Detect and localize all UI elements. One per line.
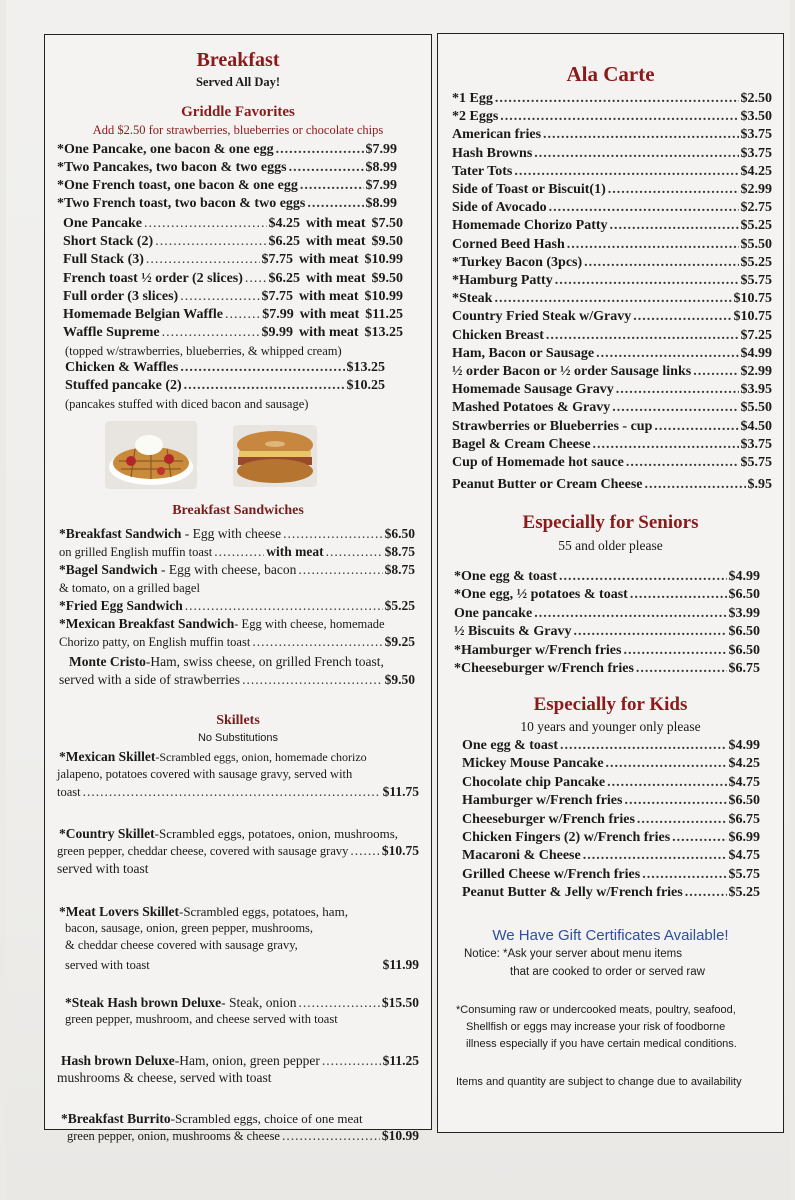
ala-carte-item-8 bbox=[452, 236, 772, 254]
item-name: Mashed Potatoes & Gravy bbox=[452, 400, 611, 416]
item-name: *Two French toast, two bacon & two eggs bbox=[57, 196, 306, 211]
item-price: $8.99 bbox=[365, 196, 397, 211]
kids-item-4 bbox=[462, 811, 760, 829]
item-price: $7.99 bbox=[365, 142, 397, 157]
item-price: $9.99 bbox=[261, 325, 293, 341]
item-name: Side of Toast or Biscuit(1) bbox=[452, 182, 606, 198]
item-price: $7.75 bbox=[261, 288, 293, 304]
item-name: One pancake bbox=[454, 605, 533, 621]
item-name: Cup of Homemade hot sauce bbox=[452, 455, 624, 471]
item-name: Peanut Butter & Jelly w/French fries bbox=[462, 885, 683, 901]
kids-item-8 bbox=[462, 884, 760, 902]
kids-item-0 bbox=[462, 737, 760, 755]
sandwiches-title: Breakfast Sandwiches bbox=[172, 503, 304, 518]
item-name: French toast ½ order (2 slices) bbox=[63, 270, 243, 286]
menu-item-hash-deluxe: Hash brown Deluxe-Ham, onion, green pepper ..... $11.25 bbox=[57, 1052, 419, 1069]
senior-item-4 bbox=[454, 642, 760, 660]
item-price: $3.50 bbox=[740, 109, 772, 125]
item-name: *Cheeseburger w/French fries bbox=[454, 661, 634, 677]
breakfast-title: Breakfast bbox=[196, 49, 280, 71]
with-meat-label: with meat bbox=[299, 307, 360, 323]
item-name: Tater Tots bbox=[452, 163, 513, 179]
leader-dots bbox=[637, 811, 727, 829]
waffle-image bbox=[105, 421, 197, 489]
leader-dots bbox=[543, 126, 738, 144]
griddle-meat-item-5 bbox=[63, 306, 403, 324]
skillets-subtitle: No Substitutions bbox=[197, 732, 279, 744]
item-name: Hash Browns bbox=[452, 145, 533, 161]
kids-item-7 bbox=[462, 866, 760, 884]
item-price: $6.75 bbox=[728, 811, 760, 827]
senior-item-3 bbox=[454, 623, 760, 641]
menu-item-mexican-skillet: *Mexican Skillet-Scrambled eggs, onion, homemade chorizo bbox=[59, 749, 367, 764]
item-name: Homemade Belgian Waffle bbox=[63, 307, 223, 323]
item-name: Macaroni & Cheese bbox=[462, 848, 581, 864]
menu-item-breakfast-sandwich-meat: on grilled English muffin toast ..... with meat ..... $8.75 bbox=[59, 543, 415, 561]
bagel-desc: & tomato, on a grilled bagel bbox=[59, 581, 200, 595]
kids-list bbox=[462, 737, 760, 903]
ala-carte-item-14 bbox=[452, 345, 772, 363]
meat-lovers-line3: & cheddar cheese covered with sausage gravy, bbox=[65, 938, 298, 952]
leader-dots bbox=[610, 217, 739, 235]
meat-price: $7.50 bbox=[371, 216, 403, 231]
leader-dots bbox=[642, 866, 726, 884]
gift-certificates: We Have Gift Certificates Available! bbox=[492, 927, 729, 944]
item-price: $10.75 bbox=[733, 291, 772, 307]
item-price: $5.25 bbox=[728, 885, 760, 901]
griddle-note: Add $2.50 for strawberries, blueberries or chocolate chips bbox=[92, 123, 384, 137]
menu-item-meat-lovers: *Meat Lovers Skillet-Scrambled eggs, potatoes, ham, bbox=[59, 904, 348, 919]
with-meat-label: with meat bbox=[299, 325, 359, 341]
leader-dots bbox=[514, 163, 738, 181]
sandwiches-list bbox=[59, 525, 415, 689]
ala-carte-item-5 bbox=[452, 181, 772, 199]
leader-dots bbox=[633, 308, 731, 326]
stuffed-desc: (pancakes stuffed with diced bacon and sausage) bbox=[65, 397, 309, 411]
leader-dots bbox=[146, 251, 260, 269]
leader-dots bbox=[636, 660, 727, 678]
griddle-meat-list bbox=[63, 215, 403, 342]
griddle-item-3 bbox=[57, 195, 397, 213]
item-name: Short Stack (2) bbox=[63, 234, 154, 250]
skillets-list bbox=[57, 748, 419, 1145]
leader-dots bbox=[645, 476, 746, 494]
item-name: *Hamburg Patty bbox=[452, 273, 553, 289]
with-meat-label: with meat bbox=[306, 216, 366, 231]
item-price: $7.75 bbox=[261, 252, 293, 268]
leader-dots bbox=[559, 568, 726, 586]
menu-item-country-skillet: *Country Skillet-Scrambled eggs, potatoes, onion, mushrooms, bbox=[59, 826, 398, 841]
item-name: Side of Avocado bbox=[452, 200, 547, 216]
hash-deluxe-line2: mushrooms & cheese, served with toast bbox=[57, 1070, 272, 1085]
leader-dots bbox=[567, 236, 739, 254]
with-meat-label: with meat bbox=[306, 234, 366, 250]
leader-dots bbox=[560, 737, 726, 755]
item-price: $5.75 bbox=[740, 273, 772, 289]
kids-title: Especially for Kids bbox=[533, 694, 688, 715]
ala-carte-item-19 bbox=[452, 436, 772, 454]
item-price: $4.25 bbox=[268, 216, 300, 231]
bagel-sandwich-photo bbox=[233, 425, 317, 487]
item-price: $6.99 bbox=[728, 830, 760, 846]
ala-carte-item-9 bbox=[452, 254, 772, 272]
item-name: Full Stack (3) bbox=[63, 252, 144, 268]
breakfast-subtitle: Served All Day! bbox=[195, 75, 281, 89]
item-name: *One egg & toast bbox=[454, 569, 558, 584]
item-price: $4.25 bbox=[740, 163, 772, 179]
item-price: $7.99 bbox=[262, 307, 294, 323]
ala-carte-item-13 bbox=[452, 327, 772, 345]
meat-price: $9.50 bbox=[371, 270, 403, 286]
griddle-meat-item-1 bbox=[63, 233, 403, 251]
leader-dots bbox=[624, 792, 726, 810]
ala-carte-item-7 bbox=[452, 217, 772, 235]
item-price: $5.25 bbox=[740, 254, 772, 270]
meat-price: $9.50 bbox=[371, 234, 403, 250]
leader-dots bbox=[626, 454, 739, 472]
waffle-supreme-desc: (topped w/strawberries, blueberries, & whipped cream) bbox=[65, 344, 342, 358]
kids-subtitle: 10 years and younger only please bbox=[520, 719, 701, 734]
seniors-list bbox=[454, 568, 760, 678]
item-price: $5.75 bbox=[740, 455, 772, 471]
ala-carte-item-0 bbox=[452, 90, 772, 108]
item-name: Hamburger w/French fries bbox=[462, 793, 623, 809]
leader-dots bbox=[534, 145, 738, 163]
item-price: $4.25 bbox=[728, 756, 760, 772]
item-price: $10.75 bbox=[733, 309, 772, 325]
item-price: $3.75 bbox=[740, 436, 772, 452]
item-name: *Turkey Bacon (3pcs) bbox=[452, 254, 583, 270]
item-price: $5.75 bbox=[728, 866, 760, 882]
food-warning: *Consuming raw or undercooked meats, poultry, seafood, Shellfish or eggs may increase your risk of foodborne illness especially if you have certain medical conditions. bbox=[456, 1004, 737, 1050]
ala-carte-item-21 bbox=[452, 476, 772, 494]
leader-dots bbox=[534, 605, 726, 623]
leader-dots bbox=[630, 586, 727, 604]
leader-dots bbox=[144, 215, 267, 233]
burrito-price-row: green pepper, onion, mushrooms & cheese ..... $10.99 bbox=[57, 1127, 419, 1145]
griddle-item-2 bbox=[57, 177, 397, 195]
ala-carte-item-12 bbox=[452, 308, 772, 326]
ala-carte-list bbox=[452, 90, 772, 494]
griddle-meat-item-3 bbox=[63, 270, 403, 288]
griddle-simple-list bbox=[57, 141, 397, 213]
leader-dots bbox=[245, 270, 267, 288]
country-skillet-line3: served with toast bbox=[57, 861, 149, 876]
item-name: Full order (3 slices) bbox=[63, 288, 179, 304]
leader-dots bbox=[180, 288, 259, 306]
ala-carte-item-1 bbox=[452, 108, 772, 126]
leader-dots bbox=[500, 108, 738, 126]
griddle-item-1 bbox=[57, 159, 397, 177]
leader-dots bbox=[596, 345, 738, 363]
kids-item-6 bbox=[462, 847, 760, 865]
leader-dots bbox=[612, 399, 738, 417]
leader-dots bbox=[546, 327, 739, 345]
leader-dots bbox=[606, 755, 727, 773]
item-name: Waffle Supreme bbox=[63, 325, 160, 341]
notice-line: Notice: *Ask your server about menu items bbox=[464, 948, 682, 960]
item-name: Corned Beed Hash bbox=[452, 236, 565, 252]
item-price: $6.50 bbox=[728, 624, 760, 640]
leader-dots bbox=[225, 306, 260, 324]
leader-dots bbox=[623, 642, 726, 660]
item-name: *Steak bbox=[452, 291, 493, 307]
item-name: One Pancake bbox=[63, 216, 142, 231]
griddle-meat-item-4 bbox=[63, 288, 403, 306]
senior-item-2 bbox=[454, 605, 760, 623]
item-name: ½ Biscuits & Gravy bbox=[454, 624, 572, 640]
menu-item-stuffed-pancake: Stuffed pancake (2) ..... $10.25 bbox=[65, 377, 385, 395]
leader-dots bbox=[672, 829, 726, 847]
menu-item-bagel-sandwich: *Bagel Sandwich - Egg with cheese, bacon ..... $8.75 bbox=[59, 561, 415, 579]
mexican-skillet-price-row: toast ..... $11.75 bbox=[57, 783, 419, 801]
item-name: Country Fried Steak w/Gravy bbox=[452, 309, 632, 325]
menu-item-burrito: *Breakfast Burrito-Scrambled eggs, choice of one meat bbox=[61, 1111, 363, 1126]
leader-dots bbox=[300, 177, 364, 195]
menu-item-chicken-waffles: Chicken & Waffles ..... $13.25 bbox=[65, 359, 385, 377]
leader-dots bbox=[608, 181, 739, 199]
notice-line2: that are cooked to order or served raw bbox=[510, 966, 705, 978]
item-name: Mickey Mouse Pancake bbox=[462, 756, 604, 772]
ala-carte-item-16 bbox=[452, 381, 772, 399]
meat-price: $13.25 bbox=[364, 325, 403, 341]
item-name: Cheeseburger w/French fries bbox=[462, 811, 635, 827]
ala-carte-item-3 bbox=[452, 145, 772, 163]
item-price: $.95 bbox=[747, 477, 772, 493]
meat-lovers-price-row: served with toast $11.99 bbox=[65, 957, 419, 972]
item-name: Chocolate chip Pancake bbox=[462, 774, 606, 790]
item-price: $7.25 bbox=[740, 327, 772, 343]
mexican-sandwich-line2: Chorizo patty, on English muffin toast ..... $9.25 bbox=[59, 633, 415, 651]
ala-carte-item-2 bbox=[452, 126, 772, 144]
item-name: *One egg, ½ potatoes & toast bbox=[454, 587, 628, 603]
leader-dots bbox=[549, 199, 739, 217]
with-meat-label: with meat bbox=[299, 252, 359, 268]
leader-dots bbox=[593, 436, 739, 454]
item-name: Bagel & Cream Cheese bbox=[452, 436, 591, 452]
meat-price: $10.99 bbox=[364, 288, 403, 304]
item-name: *One Pancake, one bacon & one egg bbox=[57, 142, 274, 157]
item-price: $2.99 bbox=[740, 182, 772, 198]
ala-carte-item-18 bbox=[452, 418, 772, 436]
leader-dots bbox=[616, 381, 739, 399]
item-name: ½ order Bacon or ½ order Sausage links bbox=[452, 364, 692, 380]
item-name: *One French toast, one bacon & one egg bbox=[57, 178, 298, 193]
senior-item-1 bbox=[454, 586, 760, 604]
item-price: $4.99 bbox=[728, 569, 760, 584]
menu-item-fried-egg: *Fried Egg Sandwich ..... $5.25 bbox=[59, 597, 415, 615]
item-price: $2.99 bbox=[740, 364, 772, 380]
leader-dots bbox=[607, 774, 726, 792]
leader-dots bbox=[494, 290, 731, 308]
leader-dots bbox=[307, 195, 363, 213]
item-price: $3.75 bbox=[740, 145, 772, 161]
leader-dots bbox=[555, 272, 739, 290]
leader-dots bbox=[289, 159, 364, 177]
meat-price: $11.25 bbox=[365, 307, 403, 323]
item-name: American fries bbox=[452, 127, 542, 143]
item-price: $2.75 bbox=[740, 200, 772, 216]
item-price: $6.50 bbox=[728, 587, 760, 603]
with-meat-label: with meat bbox=[306, 270, 366, 286]
meat-price: $10.99 bbox=[364, 252, 403, 268]
item-price: $8.99 bbox=[365, 160, 397, 175]
griddle-meat-item-0 bbox=[63, 215, 403, 233]
leader-dots bbox=[654, 418, 738, 436]
waffle-photo bbox=[105, 421, 197, 489]
meat-lovers-line2: bacon, sausage, onion, green pepper, mushrooms, bbox=[65, 921, 314, 935]
leader-dots bbox=[693, 363, 738, 381]
leader-dots bbox=[155, 233, 266, 251]
item-name: Chicken Breast bbox=[452, 327, 544, 343]
item-price: $4.75 bbox=[728, 848, 760, 864]
item-name: One egg & toast bbox=[462, 738, 559, 753]
ala-carte-title: Ala Carte bbox=[566, 62, 655, 86]
leader-dots bbox=[276, 141, 364, 159]
item-price: $5.50 bbox=[740, 236, 772, 252]
item-name: Chicken Fingers (2) w/French fries bbox=[462, 830, 671, 846]
item-price: $6.25 bbox=[268, 234, 300, 250]
item-name: Homemade Chorizo Patty bbox=[452, 218, 608, 234]
senior-item-5 bbox=[454, 660, 760, 678]
leader-dots bbox=[685, 884, 727, 902]
leader-dots bbox=[583, 847, 727, 865]
griddle-meat-item-2 bbox=[63, 251, 403, 269]
kids-item-2 bbox=[462, 774, 760, 792]
ala-carte-item-4 bbox=[452, 163, 772, 181]
ala-carte-item-11 bbox=[452, 290, 772, 308]
ala-carte-item-10 bbox=[452, 272, 772, 290]
seniors-subtitle: 55 and older please bbox=[558, 538, 663, 553]
item-name: Ham, Bacon or Sausage bbox=[452, 345, 595, 361]
steak-hash-line2: green pepper, mushroom, and cheese served with toast bbox=[65, 1012, 338, 1026]
item-price: $6.75 bbox=[728, 661, 760, 677]
seniors-title: Especially for Seniors bbox=[522, 512, 699, 533]
item-name: Peanut Butter or Cream Cheese bbox=[452, 477, 643, 493]
item-price: $6.50 bbox=[728, 642, 760, 658]
item-name: Homemade Sausage Gravy bbox=[452, 382, 614, 398]
ala-carte-item-6 bbox=[452, 199, 772, 217]
menu-item-monte-cristo: Monte Cristo-Ham, swiss cheese, on grilled French toast, bbox=[69, 654, 384, 669]
leader-dots bbox=[162, 324, 260, 342]
item-price: $4.50 bbox=[740, 418, 772, 434]
country-skillet-price-row: green pepper, cheddar cheese, covered with sausage gravy ..... $10.75 bbox=[57, 842, 419, 860]
item-price: $4.99 bbox=[740, 345, 772, 361]
item-price: $5.50 bbox=[740, 400, 772, 416]
item-price: $6.25 bbox=[268, 270, 300, 286]
item-name: *1 Egg bbox=[452, 91, 493, 106]
menu-item-mexican-sandwich: *Mexican Breakfast Sandwich- Egg with cheese, homemade bbox=[59, 616, 385, 631]
menu-item-steak-hash: *Steak Hash brown Deluxe- Steak, onion ..... $15.50 bbox=[57, 994, 419, 1011]
item-name: Strawberries or Blueberries - cup bbox=[452, 418, 653, 434]
item-price: $3.99 bbox=[728, 605, 760, 621]
item-price: $5.25 bbox=[740, 218, 772, 234]
item-price: $4.75 bbox=[728, 774, 760, 790]
leader-dots bbox=[495, 90, 739, 108]
item-name: *Hamburger w/French fries bbox=[454, 642, 622, 658]
item-price: $4.99 bbox=[728, 738, 760, 753]
senior-item-0 bbox=[454, 568, 760, 586]
availability-note: Items and quantity are subject to change due to availability bbox=[456, 1076, 742, 1088]
kids-item-3 bbox=[462, 792, 760, 810]
left-menu-panel bbox=[44, 34, 432, 1143]
ala-carte-item-15 bbox=[452, 363, 772, 381]
menu-item-breakfast-sandwich: *Breakfast Sandwich - Egg with cheese ..... $6.50 bbox=[59, 525, 415, 543]
with-meat-label: with meat bbox=[299, 288, 359, 304]
right-menu-panel bbox=[437, 33, 784, 1133]
chicken-stuffed-block bbox=[65, 359, 385, 413]
item-name: Grilled Cheese w/French fries bbox=[462, 866, 641, 882]
griddle-title: Griddle Favorites bbox=[181, 104, 295, 120]
griddle-item-0 bbox=[57, 141, 397, 159]
item-price: $2.50 bbox=[740, 91, 772, 106]
skillets-title: Skillets bbox=[216, 713, 260, 728]
monte-cristo-line2: served with a side of strawberries ..... $9.50 bbox=[59, 671, 415, 689]
item-name: *Two Pancakes, two bacon & two eggs bbox=[57, 160, 287, 175]
leader-dots bbox=[584, 254, 738, 272]
item-price: $7.99 bbox=[365, 178, 397, 193]
bagel-image bbox=[233, 425, 317, 487]
ala-carte-item-17 bbox=[452, 399, 772, 417]
item-price: $3.75 bbox=[740, 127, 772, 143]
kids-item-1 bbox=[462, 755, 760, 773]
leader-dots bbox=[573, 623, 726, 641]
ala-carte-item-20 bbox=[452, 454, 772, 472]
item-name: *2 Eggs bbox=[452, 109, 499, 125]
item-price: $3.95 bbox=[740, 382, 772, 398]
mexican-skillet-line2: jalapeno, potatoes covered with sausage gravy, served with bbox=[57, 767, 353, 781]
kids-item-5 bbox=[462, 829, 760, 847]
griddle-meat-item-6 bbox=[63, 324, 403, 342]
item-price: $6.50 bbox=[728, 793, 760, 809]
